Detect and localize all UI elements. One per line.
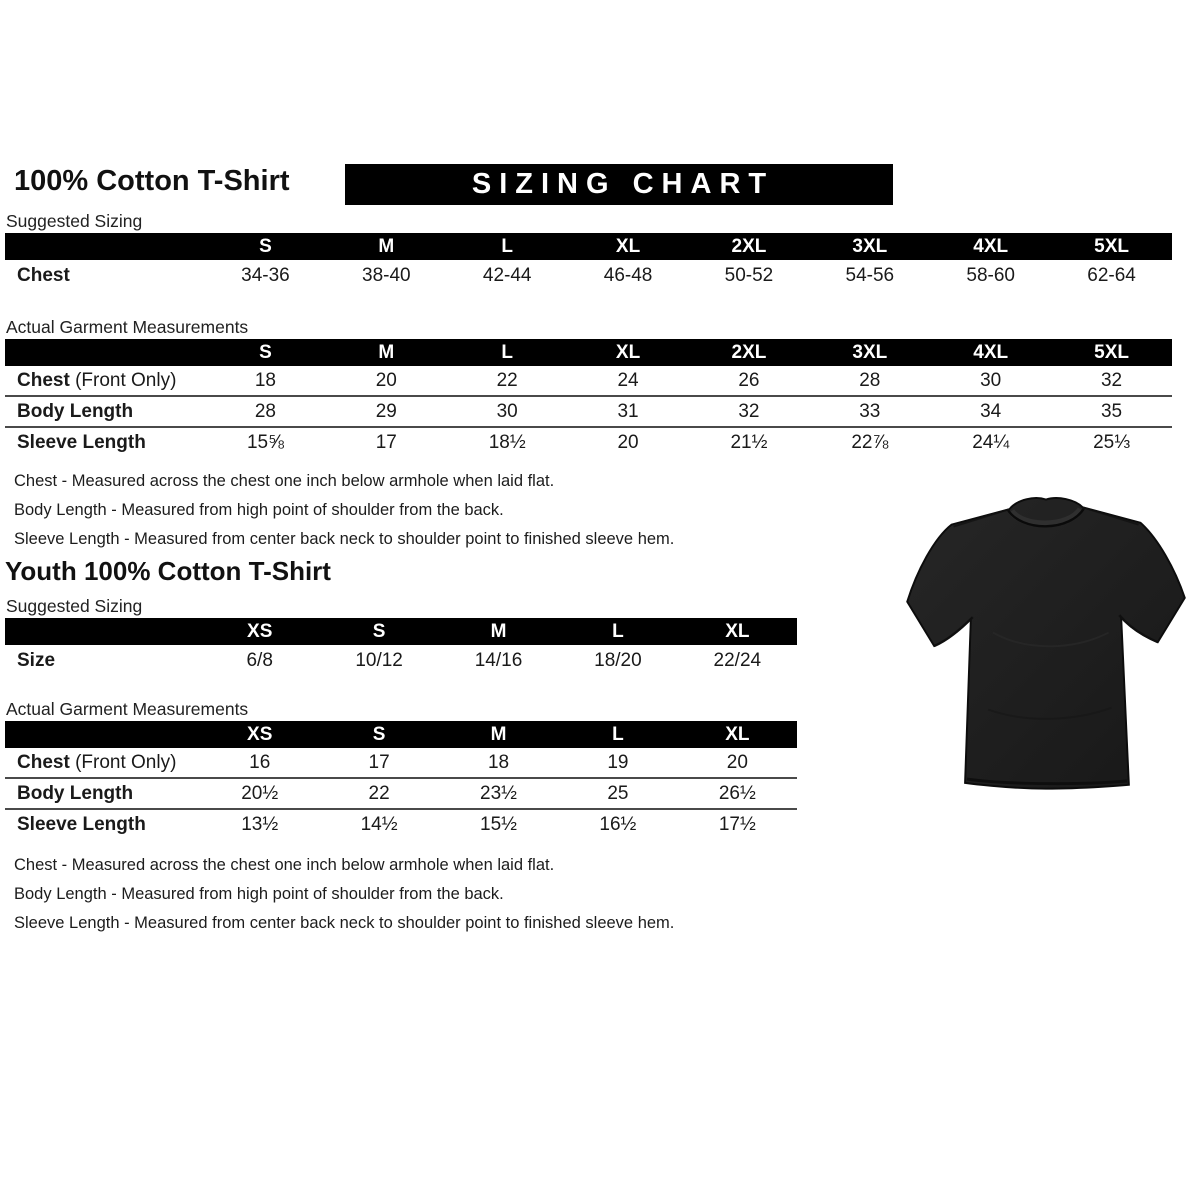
row-label-suffix: (Front Only) (69, 751, 177, 773)
measurement-cell: 23½ (480, 782, 517, 804)
youth-actual-measurements-label: Actual Garment Measurements (6, 699, 249, 719)
size-column-header: XL (615, 235, 641, 257)
measurement-row (5, 260, 1172, 291)
note-sleeve-length: Sleeve Length - Measured from center back neck to shoulder point to finished sleeve hem. (14, 914, 675, 932)
youth-suggested-sizing-table (5, 618, 797, 676)
size-column-header: L (612, 620, 624, 642)
row-label-text: Body Length (17, 782, 134, 804)
measurement-cell: 17 (368, 751, 390, 773)
size-column-header: 2XL (731, 235, 767, 257)
measurement-cell: 14½ (360, 813, 398, 835)
size-column-header: 4XL (973, 235, 1009, 257)
row-label-text: Chest (17, 751, 70, 773)
measurement-cell: 26 (738, 369, 760, 391)
adult-suggested-sizing-table (5, 233, 1172, 291)
measurement-cell: 46-48 (603, 264, 653, 286)
measurement-cell: 22 (368, 782, 390, 804)
size-column-header: 4XL (973, 341, 1009, 363)
measurement-cell: 29 (375, 400, 397, 422)
youth-title: Youth 100% Cotton T-Shirt (5, 556, 331, 586)
measurement-cell: 13½ (241, 813, 279, 835)
size-column-header: L (612, 723, 624, 745)
measurement-cell: 31 (617, 400, 639, 422)
row-label (5, 650, 200, 672)
row-label (5, 401, 205, 423)
measurement-cell: 24 (617, 369, 639, 391)
row-label (5, 432, 205, 454)
size-column-header: M (378, 341, 395, 363)
measurement-cell: 26½ (718, 782, 756, 804)
page-title: 100% Cotton T-Shirt (14, 165, 290, 197)
row-label-text: Body Length (17, 400, 134, 422)
measurement-cell: 18½ (488, 431, 526, 453)
size-column-header: S (259, 235, 272, 257)
header-row (0, 163, 1200, 207)
note-body-length: Body Length - Measured from high point of shoulder from the back. (14, 885, 504, 903)
youth-measurement-notes (14, 851, 1200, 938)
measurement-row (5, 645, 797, 676)
measurement-cell: 18/20 (594, 649, 642, 671)
measurement-cell: 58-60 (966, 264, 1015, 286)
measurement-cell: 15⅝ (246, 431, 284, 453)
size-column-header: XS (247, 620, 273, 642)
measurement-row (5, 777, 797, 808)
measurement-row (5, 366, 1172, 395)
row-label (5, 783, 200, 805)
note-sleeve-length: Sleeve Length - Measured from center back neck to shoulder point to finished sleeve hem. (14, 530, 675, 548)
size-column-header: S (259, 341, 272, 363)
measurement-cell: 33 (859, 400, 881, 422)
size-table-header-bar (5, 233, 1172, 260)
size-column-header: L (501, 341, 513, 363)
measurement-cell: 25⅓ (1093, 431, 1131, 453)
measurement-row (5, 748, 797, 777)
row-label (5, 814, 200, 836)
size-column-header: L (501, 235, 513, 257)
row-label (5, 752, 200, 774)
row-label-text: Size (17, 649, 56, 671)
measurement-cell: 19 (607, 751, 629, 773)
measurement-cell: 16½ (599, 813, 637, 835)
youth-suggested-sizing-label: Suggested Sizing (6, 596, 143, 616)
adult-actual-measurements-table (5, 339, 1172, 457)
size-column-header: XS (247, 723, 273, 745)
measurement-cell: 28 (254, 400, 276, 422)
measurement-cell: 21½ (730, 431, 768, 453)
measurement-cell: 34-36 (241, 264, 290, 286)
adult-actual-measurements-label: Actual Garment Measurements (6, 317, 249, 337)
measurement-cell: 30 (496, 400, 518, 422)
measurement-cell: 42-44 (482, 264, 532, 286)
measurement-cell: 22⅞ (851, 431, 889, 453)
size-column-header: 2XL (731, 341, 767, 363)
measurement-cell: 22 (496, 369, 518, 391)
measurement-row (5, 426, 1172, 457)
row-label-text: Sleeve Length (17, 431, 146, 453)
measurement-cell: 28 (859, 369, 881, 391)
measurement-cell: 32 (738, 400, 760, 422)
size-column-header: XL (725, 723, 750, 745)
measurement-cell: 22/24 (713, 649, 762, 671)
size-table-header-bar (5, 339, 1172, 366)
size-column-header: 3XL (852, 341, 888, 363)
row-label-suffix: (Front Only) (69, 369, 177, 391)
adult-suggested-sizing-label: Suggested Sizing (6, 211, 143, 231)
measurement-cell: 20 (375, 369, 397, 391)
size-column-header: M (490, 620, 507, 642)
measurement-cell: 24¼ (972, 431, 1010, 453)
size-table-header-bar (5, 618, 797, 645)
measurement-cell: 16 (249, 751, 271, 773)
measurement-cell: 6/8 (246, 649, 273, 671)
measurement-cell: 17 (375, 431, 397, 453)
measurement-row (5, 808, 797, 839)
row-label-text: Chest (17, 264, 70, 286)
tshirt-photo (895, 488, 1197, 806)
measurement-cell: 34 (980, 400, 1002, 422)
measurement-cell: 35 (1100, 400, 1123, 422)
measurement-cell: 54-56 (845, 264, 895, 286)
size-column-header: M (490, 723, 507, 745)
measurement-cell: 20½ (241, 782, 279, 804)
row-label (5, 265, 205, 287)
measurement-cell: 20 (617, 431, 639, 453)
size-table-header-bar (5, 721, 797, 748)
measurement-cell: 17½ (718, 813, 756, 835)
measurement-cell: 15½ (480, 813, 517, 835)
measurement-cell: 14/16 (474, 649, 523, 671)
row-label-text: Sleeve Length (17, 813, 146, 835)
note-chest: Chest - Measured across the chest one inch below armhole when laid flat. (14, 856, 555, 874)
size-column-header: 5XL (1094, 235, 1129, 257)
measurement-cell: 62-64 (1087, 264, 1136, 286)
youth-actual-measurements-table (5, 721, 797, 839)
size-column-header: S (372, 723, 386, 745)
measurement-cell: 18 (487, 751, 510, 773)
measurement-cell: 10/12 (355, 649, 403, 671)
size-column-header: XL (615, 341, 641, 363)
note-chest: Chest - Measured across the chest one inch below armhole when laid flat. (14, 472, 555, 490)
size-column-header: 5XL (1094, 341, 1129, 363)
size-column-header: 3XL (852, 235, 888, 257)
measurement-cell: 32 (1100, 369, 1123, 391)
measurement-cell: 50-52 (724, 264, 774, 286)
row-label-text: Chest (17, 369, 70, 391)
row-label (5, 370, 205, 392)
measurement-cell: 25 (607, 782, 629, 804)
size-column-header: XL (725, 620, 750, 642)
note-body-length: Body Length - Measured from high point of shoulder from the back. (14, 501, 504, 519)
tshirt-illustration (895, 488, 1197, 806)
measurement-cell: 38-40 (362, 264, 411, 286)
size-column-header: M (378, 235, 395, 257)
measurement-cell: 30 (980, 369, 1002, 391)
measurement-cell: 20 (726, 751, 748, 773)
sizing-chart-banner: SIZING CHART (345, 164, 893, 205)
measurement-row (5, 395, 1172, 426)
measurement-cell: 18 (254, 369, 276, 391)
size-column-header: S (372, 620, 386, 642)
